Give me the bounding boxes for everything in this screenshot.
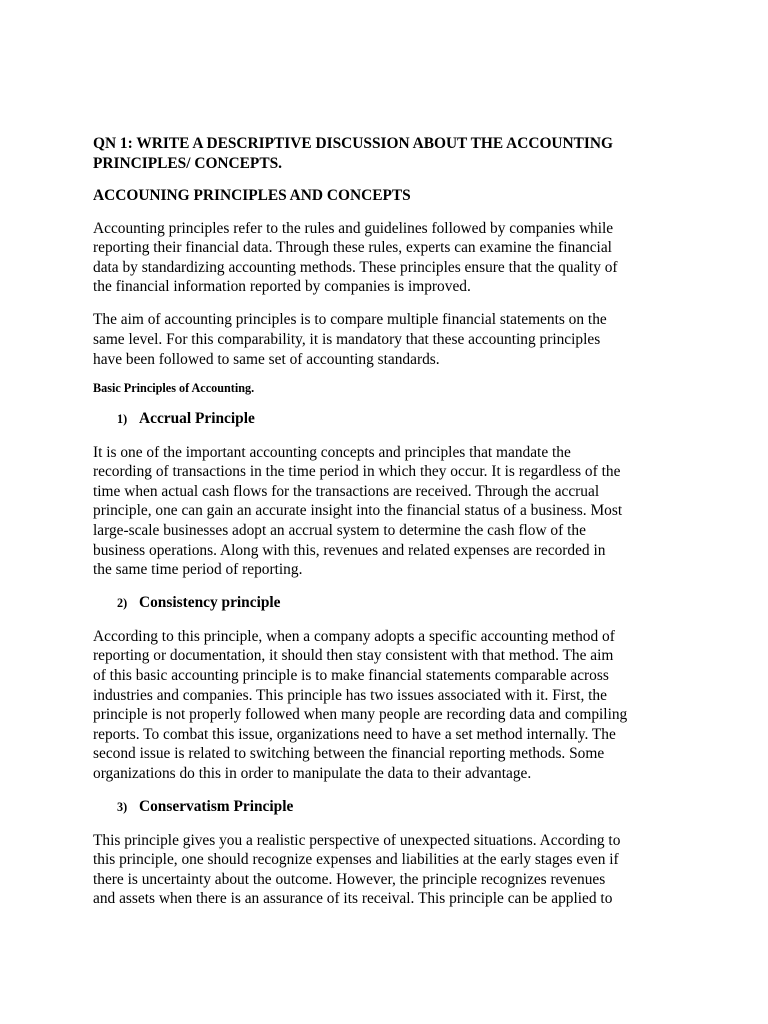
principle-number: 2) xyxy=(117,596,128,611)
principle-body-accrual: It is one of the important accounting concepts and principles that mandate the recording of transactions in the time period in which they occur. It is regardless of the time when actual cash flows for the transactions are received. Through the accrual principle, one can gain an accurate insight into the financial status of a business. Most large-scale businesses adopt an accrual system to determine the cash flow of the business operations. Along with this, revenues and related expenses are recorded in the same time period of reporting. xyxy=(93,443,623,579)
intro-paragraph-1: Accounting principles refer to the rules and guidelines followed by companies while reporting their financial data. Through these rules, experts can examine the financial data by standardizing accounting methods. These principles ensure that the quality of the financial information reported by companies is improved. xyxy=(93,219,618,296)
question-heading: QN 1: WRITE A DESCRIPTIVE DISCUSSION ABOUT THE ACCOUNTING PRINCIPLES/ CONCEPTS. xyxy=(93,135,613,172)
principle-heading-accrual xyxy=(117,409,683,429)
principle-title: Accrual Principle xyxy=(139,410,255,428)
principle-heading-conservatism xyxy=(117,797,683,817)
section-title: ACCOUNING PRINCIPLES AND CONCEPTS xyxy=(93,187,411,204)
basic-principles-heading: Basic Principles of Accounting. xyxy=(93,381,255,396)
principle-heading-consistency xyxy=(117,593,683,613)
intro-paragraph-2: The aim of accounting principles is to compare multiple financial statements on the same level. For this comparability, it is mandatory that these accounting principles have been followed to same set of accounting standards. xyxy=(93,311,607,368)
principle-title: Consistency principle xyxy=(139,594,281,612)
principle-number: 3) xyxy=(117,800,128,815)
document-page xyxy=(93,134,683,922)
principle-title: Conservatism Principle xyxy=(139,798,294,816)
principle-number: 1) xyxy=(117,412,128,427)
principle-body-consistency: According to this principle, when a company adopts a specific accounting method of reporting or documentation, it should then stay consistent with that method. The aim of this basic accounting principle is to make financial statements comparable across industries and companies. This principle has two issues associated with it. First, the principle is not properly followed when many people are recording data and compiling reports. To combat this issue, organizations need to have a set method internally. The second issue is related to switching between the financial reporting methods. Some organizations do this in order to manipulate the data to their advantage. xyxy=(93,627,628,782)
principle-body-conservatism: This principle gives you a realistic perspective of unexpected situations. According to this principle, one should recognize expenses and liabilities at the early stages even if there is uncertainty about the outcome. However, the principle recognizes revenues and assets when there is an assurance of its receival. This principle can be applied to xyxy=(93,831,621,908)
